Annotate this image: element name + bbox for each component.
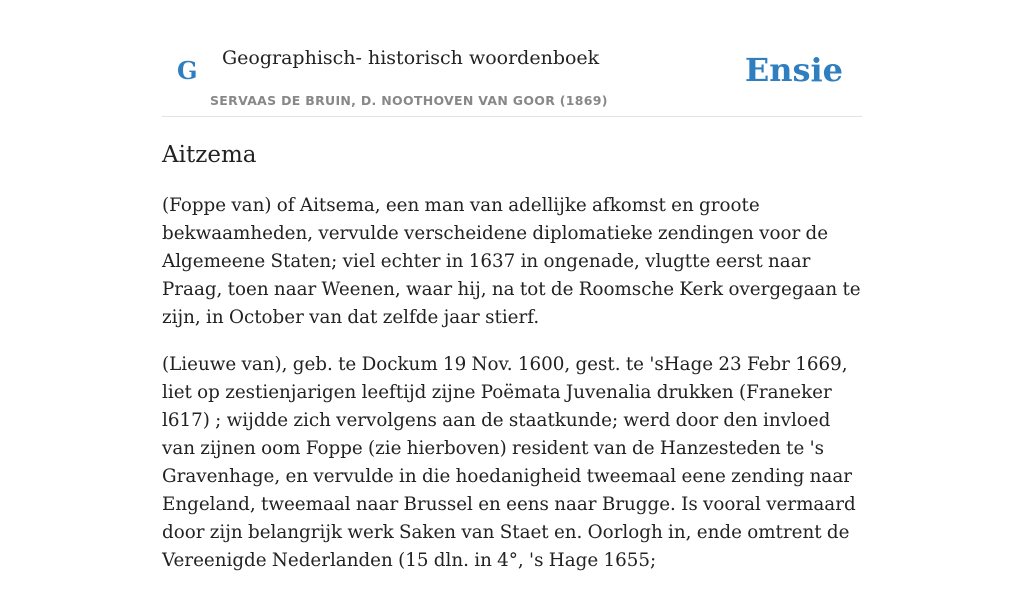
entry-content [162,192,862,594]
page [162,0,862,571]
book-authors: SERVAAS DE BRUIN, D. NOOTHOVEN VAN GOOR (1869) [210,93,608,108]
header [162,0,862,117]
book-title[interactable]: Geographisch- historisch woordenboek [222,47,600,69]
ensie-brand-logo[interactable]: Ensie [744,51,843,89]
entry-paragraph: (Foppe van) of Aitsema, een man van adellijke afkomst en groote bekwaamheden, vervulde verscheidene diplomatieke zendingen voor de Algemeene Staten; viel echter in 1637 in ongenade, vlugtte eerst naar Praag, toen naar Weenen, waar hij, na tot de Roomsche Kerk overgegaan te zijn, in October van dat zelfde jaar stierf. [162,195,861,328]
entry-title: Aitzema [162,142,257,168]
entry-paragraph: (Lieuwe van), geb. te Dockum 19 Nov. 1600, gest. te 'sHage 23 Febr 1669, liet op zestienjarigen leeftijd zijne Poëmata Juvenalia drukken (Franeker l617) ; wijdde zich vervolgens aan de staatkunde; werd door den invloed van zijnen oom Foppe (zie hierboven) resident van de Hanzesteden te 's Gravenhage, en vervulde in die hoedanigheid tweemaal eene zending naar Engeland, tweemaal naar Brussel en eens naar Brugge. Is vooral vermaard door zijn belangrijk werk Saken van Staet en. Oorlogh in, ende omtrent de Vereenigde Nederlanden (15 dln. in 4°, 's Hage 1655; [162,354,856,571]
source-logo-letter[interactable]: G [177,56,198,85]
